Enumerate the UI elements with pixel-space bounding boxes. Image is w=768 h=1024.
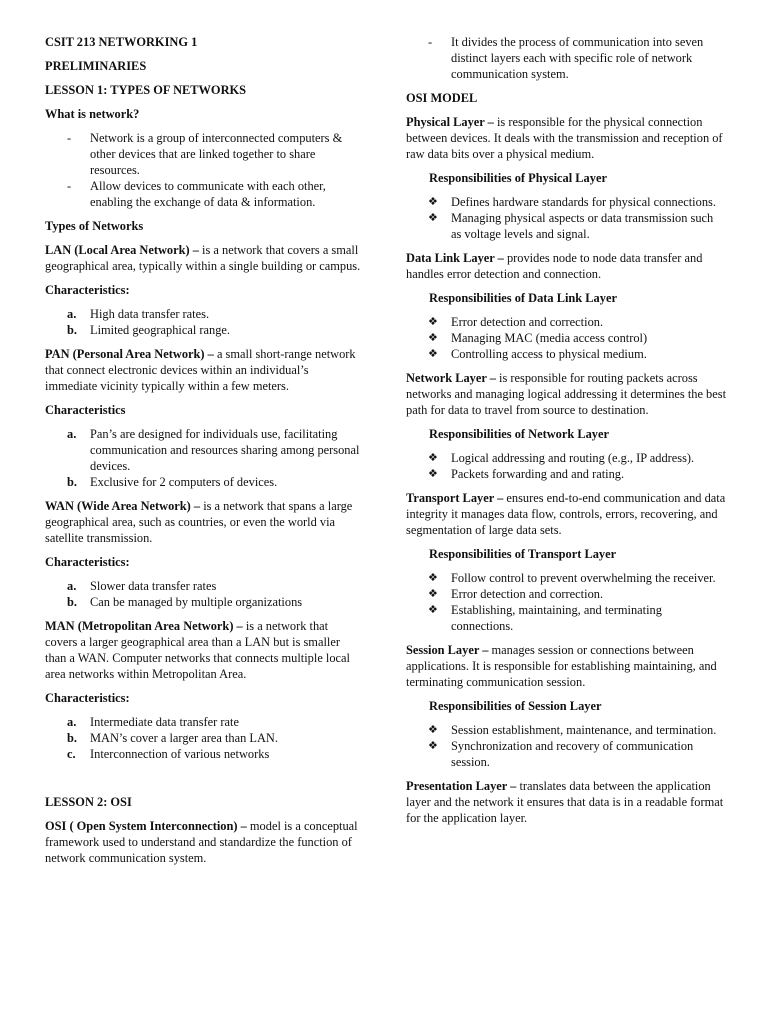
list-item: - Allow devices to communicate with each other, enabling the exchange of data & information. [67, 179, 326, 209]
diamond-bullet-icon: ❖ [428, 316, 438, 328]
list-item: a. Pan’s are designed for individuals use, facilitating communication and resources sharing among personal devices. [67, 427, 360, 473]
lan-paragraph [45, 242, 363, 274]
list-item: ❖ Follow control to prevent overwhelming the receiver. [428, 571, 716, 585]
man-desc: is a network that covers a larger geographical area than a LAN but is smaller than a WAN. Computer networks that connects multiple local area networks within Metropolitan Area. [45, 619, 350, 681]
datalink-resp-list [406, 314, 726, 362]
session-layer-term: Session Layer – [406, 643, 489, 657]
datalink-layer-paragraph: Data Link Layer – provides node to node data transfer and handles error detection and connection. [406, 251, 703, 281]
physical-layer-paragraph: Physical Layer – is responsible for the physical connection between devices. It deals with the transmission and reception of raw data bits over a physical medium. [406, 115, 723, 161]
wan-term: WAN (Wide Area Network) – [45, 499, 201, 513]
list-item: a. Intermediate data transfer rate [67, 715, 239, 729]
diamond-bullet-icon: ❖ [428, 724, 438, 736]
list-item: a. Slower data transfer rates [67, 579, 217, 593]
transport-layer-term: Transport Layer – [406, 491, 504, 505]
datalink-layer-term: Data Link Layer – [406, 251, 504, 265]
list-item: ❖ Error detection and correction. [428, 315, 604, 329]
osi-model-heading: OSI MODEL [406, 91, 478, 105]
session-resp-heading: Responsibilities of Session Layer [429, 699, 602, 713]
lesson1-title: LESSON 1: TYPES OF NETWORKS [45, 83, 247, 97]
session-resp-list [406, 722, 726, 770]
list-item: ❖ Controlling access to physical medium. [428, 347, 647, 361]
list-item: ❖ Error detection and correction. [428, 587, 604, 601]
list-item: ❖ Synchronization and recovery of communication session. [428, 739, 694, 769]
diamond-bullet-icon: ❖ [428, 604, 438, 616]
diamond-bullet-icon: ❖ [428, 740, 438, 752]
lan-desc: is a network that covers a small geographical area, typically within a single building or campus. [45, 243, 361, 273]
diamond-bullet-icon: ❖ [428, 452, 438, 464]
wan-characteristics-heading: Characteristics: [45, 555, 130, 569]
list-item: - Network is a group of interconnected computers & other devices that are linked together to share resources. [67, 131, 343, 177]
list-item: ❖ Logical addressing and routing (e.g., IP address). [428, 451, 695, 465]
pan-term: PAN (Personal Area Network) – [45, 347, 214, 361]
right-column [406, 34, 726, 834]
man-paragraph [45, 618, 363, 682]
physical-layer-term: Physical Layer – [406, 115, 494, 129]
transport-resp-heading: Responsibilities of Transport Layer [429, 547, 617, 561]
what-is-network-heading: What is network? [45, 107, 140, 121]
transport-resp-list [406, 570, 726, 634]
list-item: ❖ Packets forwarding and and rating. [428, 467, 625, 481]
diamond-bullet-icon: ❖ [428, 348, 438, 360]
lan-term: LAN (Local Area Network) – [45, 243, 199, 257]
network-layer-term: Network Layer – [406, 371, 496, 385]
dash-marker: - [428, 35, 433, 49]
pan-paragraph [45, 346, 363, 394]
wan-paragraph [45, 498, 363, 546]
pan-characteristics-list [45, 426, 363, 490]
list-item: ❖ Managing physical aspects or data transmission such as voltage levels and signal. [428, 211, 714, 241]
list-item: ❖ Managing MAC (media access control) [428, 331, 648, 345]
pan-desc: a small short-range network that connect electronic devices within an individual’s immediate vicinity typically within a few meters. [45, 347, 356, 393]
lesson2-title: LESSON 2: OSI [45, 795, 132, 809]
session-layer-paragraph: Session Layer – manages session or connections between applications. It is responsible for establishing maintaining, and terminating communication session. [406, 643, 717, 689]
list-item: c. Interconnection of various networks [67, 747, 270, 761]
diamond-bullet-icon: ❖ [428, 196, 438, 208]
presentation-layer-paragraph: Presentation Layer – translates data between the application layer and the network it ensures that data is in a readable format for the application layer. [406, 779, 724, 825]
osi-paragraph [45, 818, 363, 866]
transport-layer-paragraph: Transport Layer – ensures end-to-end communication and data integrity it manages data flow, controls, errors, recovering, and segmentation of large data sets. [406, 491, 726, 537]
list-item: ❖ Establishing, maintaining, and terminating connections. [428, 603, 662, 633]
man-characteristics-heading: Characteristics: [45, 691, 130, 705]
lan-characteristics-list [45, 306, 363, 338]
dash-marker: - [67, 131, 72, 145]
diamond-bullet-icon: ❖ [428, 588, 438, 600]
list-item: - It divides the process of communication into seven distinct layers each with specific role of network communication system. [428, 35, 704, 81]
wan-desc: is a network that spans a large geographical area, such as countries, or even the world via satellite transmission. [45, 499, 353, 545]
physical-resp-heading: Responsibilities of Physical Layer [429, 171, 607, 185]
left-column [45, 34, 363, 874]
pan-characteristics-heading: Characteristics [45, 403, 126, 417]
man-characteristics-list [45, 714, 363, 762]
osi-intro-list [406, 34, 726, 82]
list-item: ❖ Defines hardware standards for physical connections. [428, 195, 716, 209]
network-resp-list [406, 450, 726, 482]
diamond-bullet-icon: ❖ [428, 212, 438, 224]
physical-resp-list [406, 194, 726, 242]
dash-marker: - [67, 179, 72, 193]
diamond-bullet-icon: ❖ [428, 572, 438, 584]
man-term: MAN (Metropolitan Area Network) – [45, 619, 243, 633]
network-resp-heading: Responsibilities of Network Layer [429, 427, 609, 441]
presentation-layer-term: Presentation Layer – [406, 779, 517, 793]
list-item: b. Exclusive for 2 computers of devices. [67, 475, 278, 489]
lan-characteristics-heading: Characteristics: [45, 283, 130, 297]
osi-term: OSI ( Open System Interconnection) – [45, 819, 247, 833]
list-item: a. High data transfer rates. [67, 307, 210, 321]
list-item: ❖ Session establishment, maintenance, and termination. [428, 723, 717, 737]
diamond-bullet-icon: ❖ [428, 468, 438, 480]
list-item: b. MAN’s cover a larger area than LAN. [67, 731, 278, 745]
diamond-bullet-icon: ❖ [428, 332, 438, 344]
osi-desc: model is a conceptual framework used to understand and standardize the function of network communication system. [45, 819, 358, 865]
network-layer-paragraph: Network Layer – is responsible for routing packets across networks and managing logical addressing it determines the best path for data to travel from source to destination. [406, 371, 727, 417]
datalink-resp-heading: Responsibilities of Data Link Layer [429, 291, 617, 305]
list-item: b. Limited geographical range. [67, 323, 231, 337]
preliminaries-heading: PRELIMINARIES [45, 59, 147, 73]
list-item: b. Can be managed by multiple organizations [67, 595, 303, 609]
course-title: CSIT 213 NETWORKING 1 [45, 35, 198, 49]
wan-characteristics-list [45, 578, 363, 610]
types-of-networks-heading: Types of Networks [45, 219, 144, 233]
network-definition-list [45, 130, 363, 210]
